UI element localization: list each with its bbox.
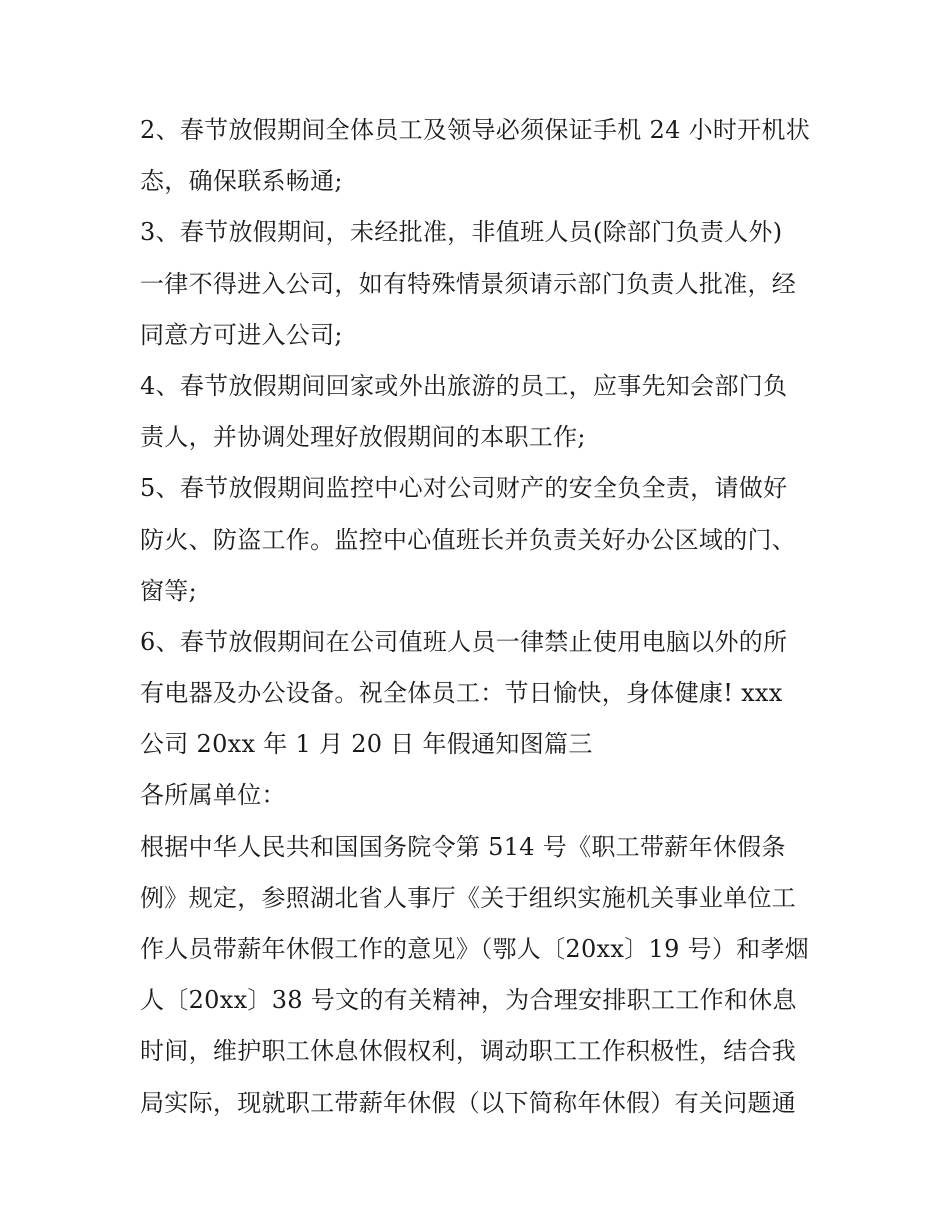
text-line: 根据中华人民共和国国务院令第 514 号《职工带薪年休假条 <box>140 832 786 861</box>
text-line: 3、春节放假期间，未经批准，非值班人员(除部门负责人外) <box>140 218 783 247</box>
text-line: 责人，并协调处理好放假期间的本职工作; <box>140 423 586 452</box>
text-line: 窗等; <box>140 576 197 605</box>
text-line: 例》规定，参照湖北省人事厅《关于组织实施机关事业单位工 <box>140 883 797 912</box>
text-line: 有电器及办公设备。祝全体员工：节日愉快，身体健康! xxx <box>140 679 783 708</box>
text-line: 一律不得进入公司，如有特殊情景须请示部门负责人批准，经 <box>140 269 797 298</box>
text-line: 态，确保联系畅通; <box>140 167 343 196</box>
document-body <box>140 105 820 1129</box>
text-line: 4、春节放假期间回家或外出旅游的员工，应事先知会部门负 <box>140 371 788 400</box>
text-line: 防火、防盗工作。监控中心值班长并负责关好办公区域的门、 <box>140 525 797 554</box>
text-line: 同意方可进入公司; <box>140 320 343 349</box>
text-line: 5、春节放假期间监控中心对公司财产的安全负全责，请做好 <box>140 474 788 503</box>
text-line: 人〔20xx〕38 号文的有关精神，为合理安排职工工作和休息 <box>140 986 797 1015</box>
text-line: 2、春节放假期间全体员工及领导必须保证手机 24 小时开机状 <box>140 116 811 144</box>
text-line: 6、春节放假期间在公司值班人员一律禁止使用电脑以外的所 <box>140 627 788 656</box>
text-line: 时间，维护职工休息休假权利，调动职工工作积极性，结合我 <box>140 1037 797 1066</box>
text-line: 作人员带薪年休假工作的意见》（鄂人〔20xx〕19 号）和孝烟 <box>140 935 810 963</box>
text-line: 局实际，现就职工带薪年休假（以下简称年休假）有关问题通 <box>140 1088 797 1117</box>
text-line: 公司 20xx 年 1 月 20 日 年假通知图篇三 <box>140 730 593 759</box>
text-line: 各所属单位： <box>140 781 286 810</box>
